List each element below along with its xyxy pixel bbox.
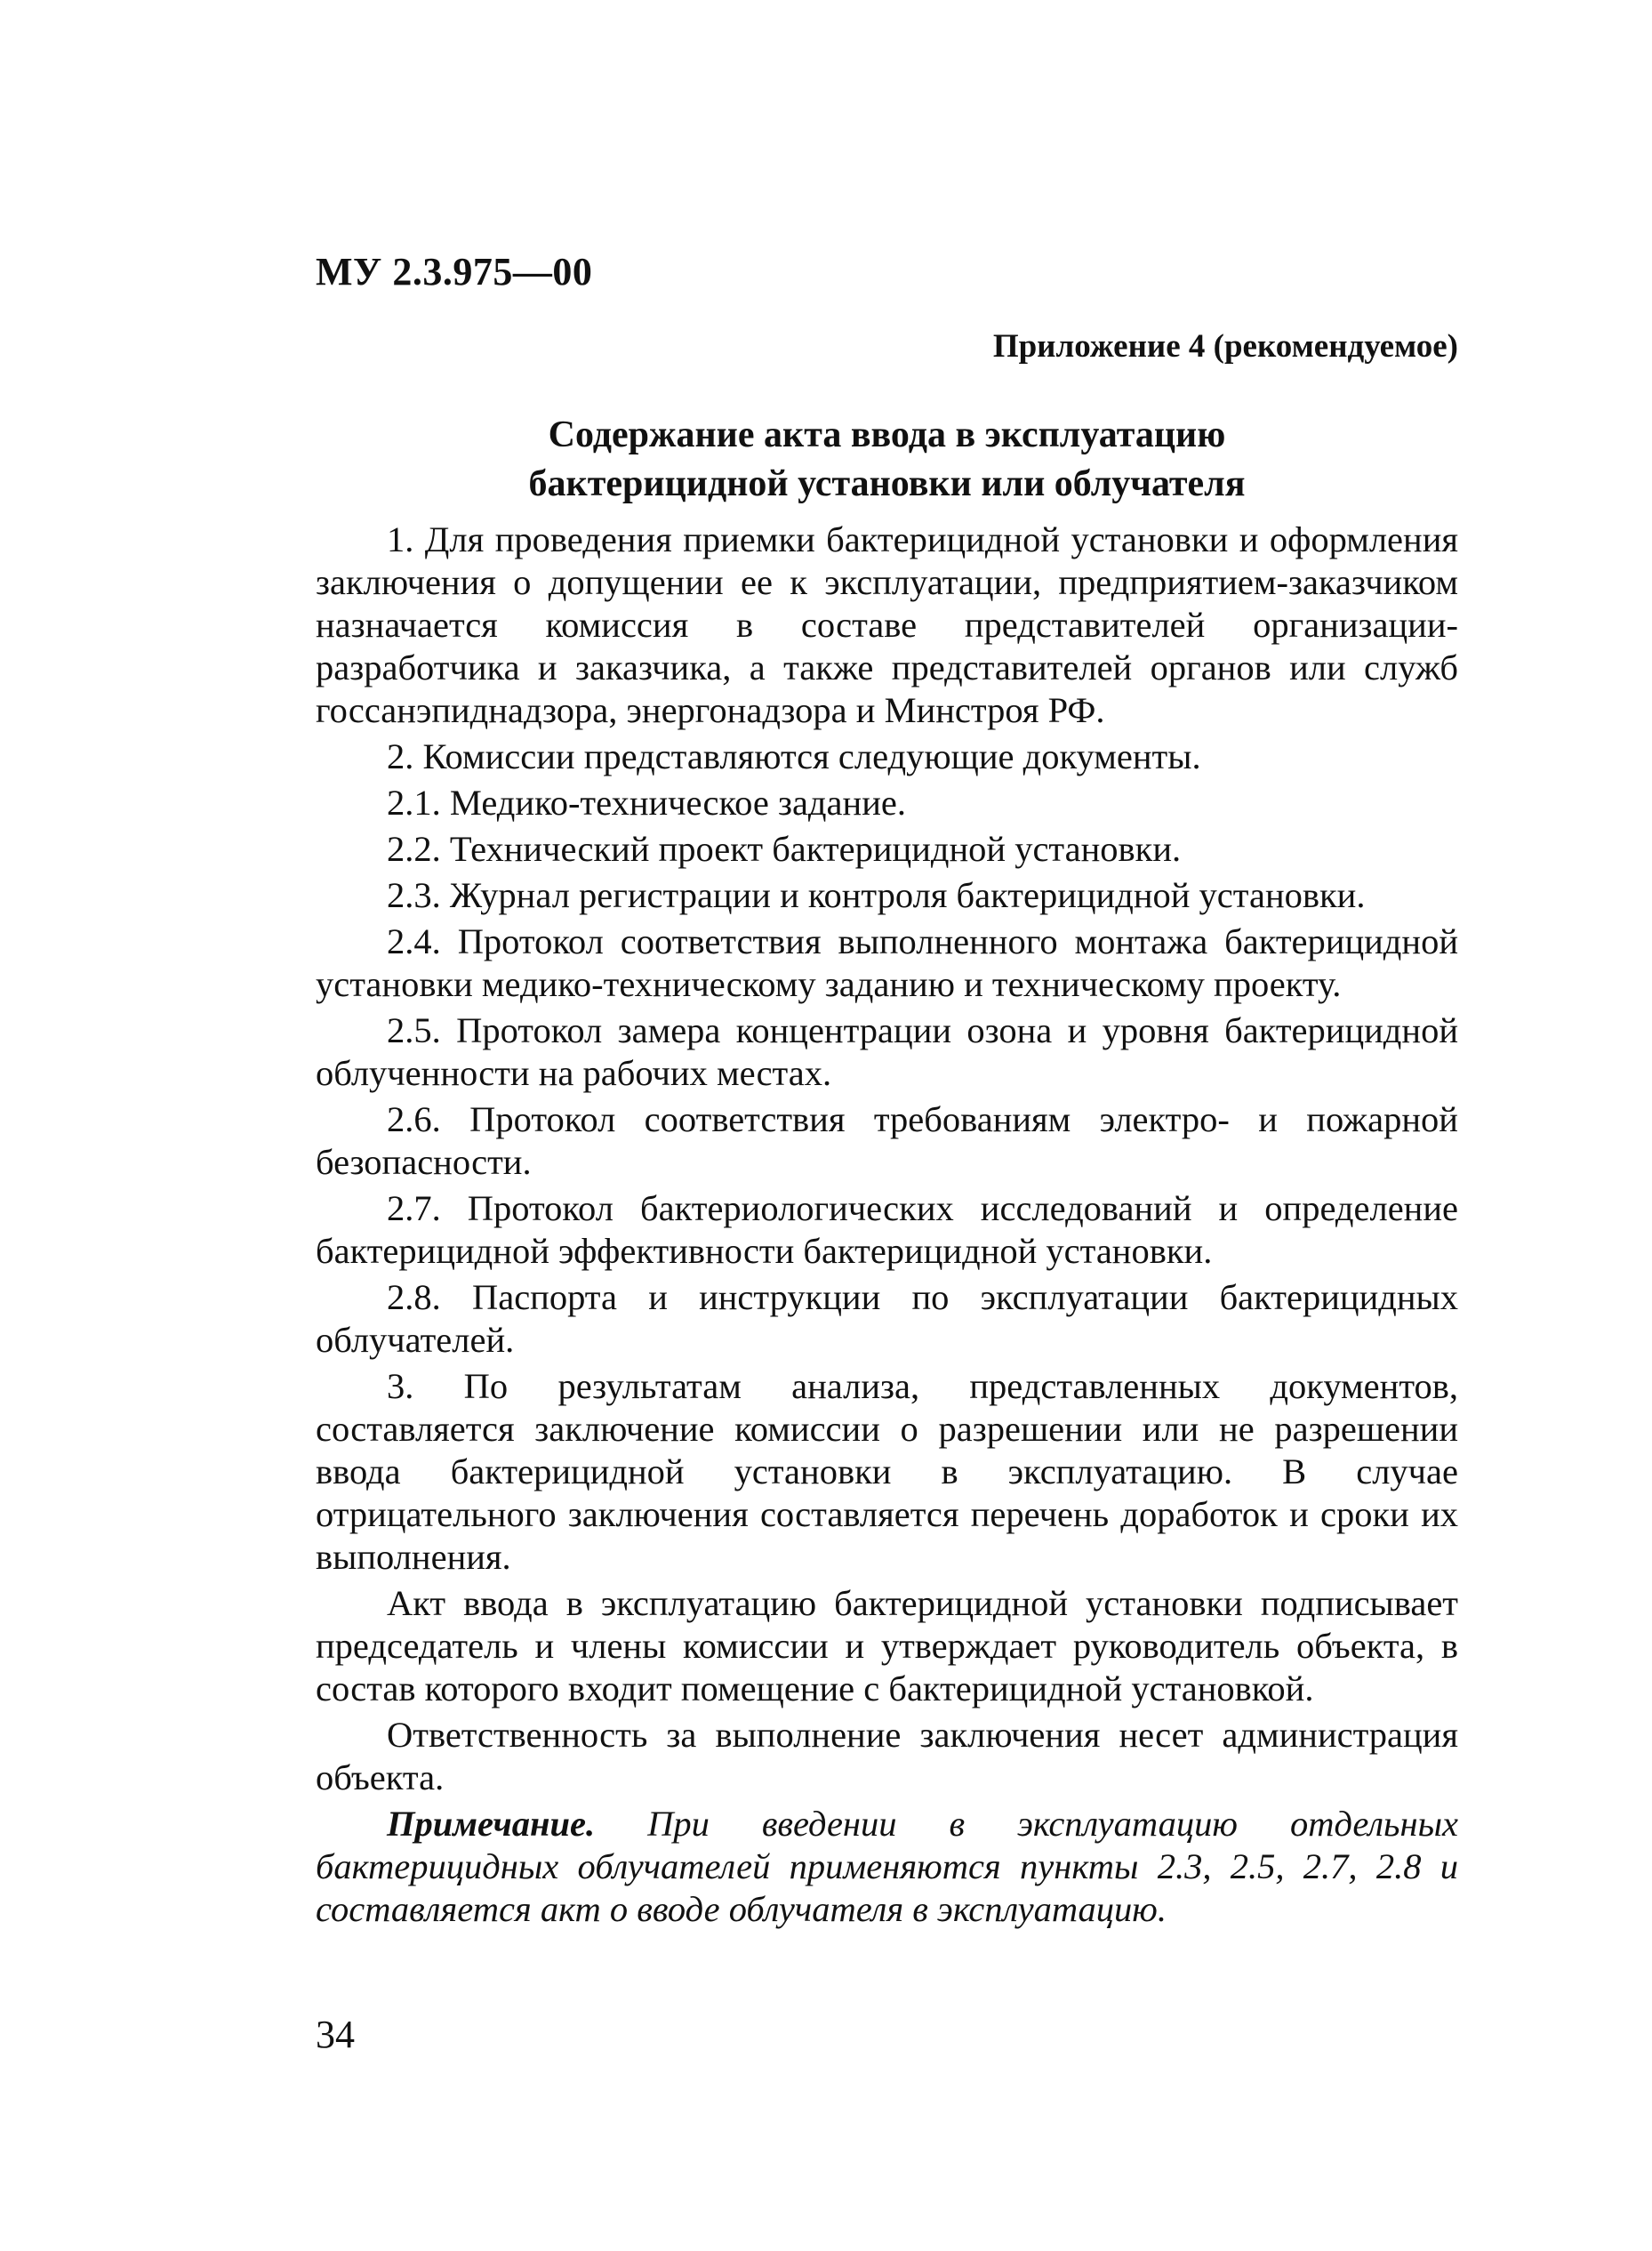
title-line-1: Содержание акта ввода в эксплуатацию — [548, 414, 1226, 455]
page-number: 34 — [316, 2013, 355, 2056]
paragraph-responsibility: Ответственность за выполнение заключения несет администрация объекта. — [316, 1715, 1458, 1797]
document-title — [316, 411, 1458, 509]
note-paragraph — [316, 1803, 1458, 1931]
appendix-label: Приложение 4 (рекомендуемое) — [992, 328, 1458, 365]
paragraph-2: 2. Комиссии представляются следующие документы. — [387, 736, 1201, 776]
paragraph-2-5: 2.5. Протокол замера концентрации озона и уровня бактерицидной облученности на рабочих местах. — [316, 1010, 1458, 1093]
document-code: МУ 2.3.975—00 — [316, 250, 593, 293]
paragraph-2-6: 2.6. Протокол соответствия требованиям электро- и пожарной безопасности. — [316, 1099, 1458, 1182]
document-body — [316, 519, 1458, 1934]
note-text: При введении в эксплуатацию отдельных бактерицидных облучателей применяются пункты 2.3, 2.5, 2.7, 2.8 и составляется акт о вводе облучателя в эксплуатацию. — [316, 1804, 1458, 1929]
paragraph-act-signing: Акт ввода в эксплуатацию бактерицидной установки подписывает председатель и члены комиссии и утверждает руководитель объекта, в состав которого входит помещение с бактерицидной установкой. — [316, 1583, 1458, 1708]
paragraph-2-4: 2.4. Протокол соответствия выполненного монтажа бактерицидной установки медико-техническому заданию и техническому проекту. — [316, 921, 1458, 1004]
paragraph-3: 3. По результатам анализа, представленных документов, составляется заключение комиссии о разрешении или не разрешении ввода бактерицидной установки в эксплуатацию. В случае отрицательного заключения составляется перечень доработок и сроки их выполнения. — [316, 1366, 1458, 1577]
note-label: Примечание. — [387, 1804, 596, 1844]
paragraph-2-8: 2.8. Паспорта и инструкции по эксплуатации бактерицидных облучателей. — [316, 1277, 1458, 1360]
paragraph-2-1: 2.1. Медико-техническое задание. — [387, 783, 906, 823]
title-line-2: бактерицидной установки или облучателя — [528, 463, 1246, 504]
paragraph-2-3: 2.3. Журнал регистрации и контроля бактерицидной установки. — [387, 875, 1366, 915]
paragraph-1: 1. Для проведения приемки бактерицидной установки и оформления заключения о допущении ее к эксплуатации, предприятием-заказчиком назначается комиссия в составе представителей организации-разработчика и заказчика, а также представителей органов или служб госсанэпиднадзора, энергонадзора и Минстроя РФ. — [316, 519, 1458, 730]
paragraph-2-7: 2.7. Протокол бактериологических исследований и определение бактерицидной эффективности бактерицидной установки. — [316, 1188, 1458, 1271]
paragraph-2-2: 2.2. Технический проект бактерицидной установки. — [387, 829, 1182, 869]
